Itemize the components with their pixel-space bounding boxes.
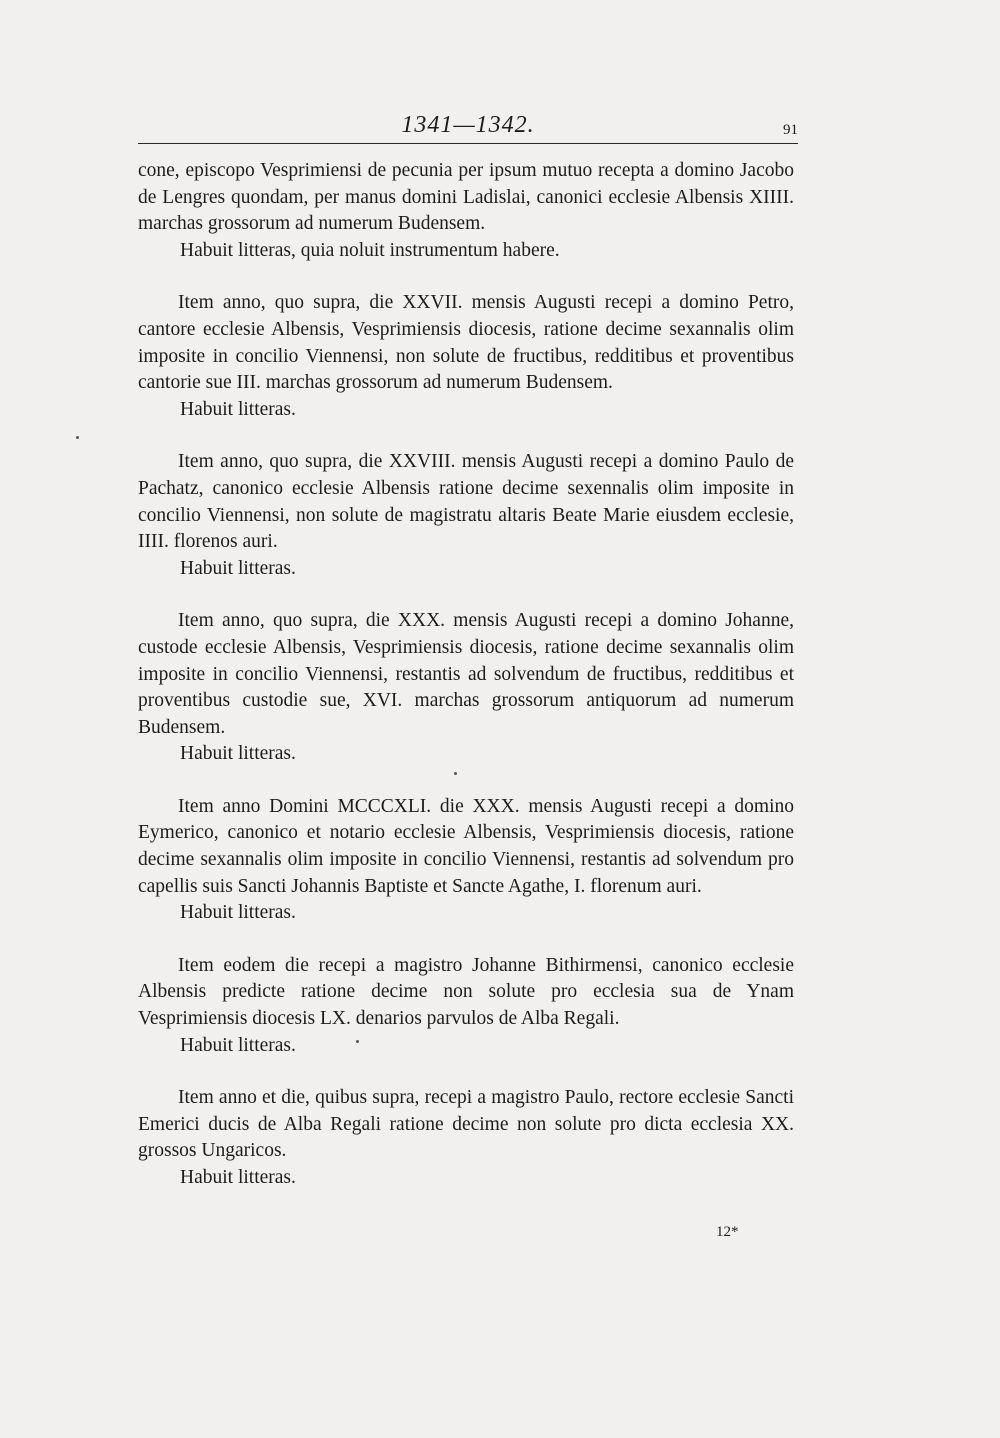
signature-mark: 12* — [716, 1224, 739, 1240]
entry-text: Item anno, quo supra, die XXVIII. mensis Augusti recepi a domino Paulo de Pachatz, canonico ecclesie Albensis ratione decime sexennalis olim imposite in concilio Viennensi, non solute de magistratu altaris Beate Marie eiusdem ecclesie, IIII. florenos auri. — [138, 451, 794, 553]
entry-note: Habuit litteras. — [180, 398, 296, 420]
entry-text: Item eodem die recepi a magistro Johanne Bithirmensi, canonico ecclesie Albensis predicte ratione decime non solute pro ecclesia sua de Ynam Vesprimiensis diocesis LX. denarios parvulos de Alba Regali. — [138, 954, 794, 1030]
divider — [138, 423, 794, 449]
page-number: 91 — [783, 122, 798, 138]
entry-note: Habuit litteras. — [180, 902, 296, 924]
year-range-heading: 1341—1342. — [401, 112, 535, 138]
entry-text: Item anno, quo supra, die XXVII. mensis Augusti recepi a domino Petro, cantore ecclesie Albensis, Vesprimiensis diocesis, ratione decime sexannalis olim imposite in concilio Viennensi, non solute de fructibus, redditibus et proventibus cantorie sue III. marchas grossorum ad numerum Budensem. — [138, 292, 794, 394]
running-header — [138, 112, 798, 146]
divider — [138, 768, 794, 794]
entry-note: Habuit litteras. — [180, 1034, 296, 1056]
entry-note: Habuit litteras. — [180, 743, 296, 765]
paper-speck — [76, 436, 79, 439]
divider — [138, 264, 794, 290]
paper-speck — [454, 772, 457, 775]
entry-text: Item anno et die, quibus supra, recepi a magistro Paulo, rectore ecclesie Sancti Emerici ducis de Alba Regali ratione decime non solute pro dicta ecclesia XX. grossos Ungaricos. — [138, 1087, 794, 1162]
divider — [138, 927, 794, 953]
entry-note: Habuit litteras. — [180, 1167, 296, 1188]
entry-text: Item anno Domini MCCCXLI. die XXX. mensis Augusti recepi a domino Eymerico, canonico et notario ecclesie Albensis, Vesprimiensis diocesis, ratione decime sexannalis olim imposite in concilio Viennensi, restantis ad solvendum pro capellis suis Sancti Johannis Baptiste et Sancte Agathe, I. florenum auri. — [138, 795, 794, 897]
paper-speck — [356, 1040, 359, 1043]
divider — [138, 1059, 794, 1085]
header-rule — [138, 143, 798, 144]
entry-text: cone, episcopo Vesprimiensi de pecunia per ipsum mutuo recepta a domino Jacobo de Lengres quondam, per manus domini Ladislai, canonici ecclesie Albensis XIIII. marchas grossorum ad numerum Budensem. — [138, 160, 794, 235]
entry-note: Habuit litteras. — [180, 557, 296, 579]
page-body — [138, 158, 794, 1192]
divider — [138, 582, 794, 608]
entry-note: Habuit litteras, quia noluit instrumentum habere. — [180, 239, 560, 261]
entry-text: Item anno, quo supra, die XXX. mensis Augusti recepi a domino Johanne, custode ecclesie Albensis, Vesprimiensis diocesis, ratione decime sexannalis olim imposite in concilio Viennensi, restantis ad solvendum de fructibus, redditibus et proventibus custodie sue, XVI. marchas grossorum antiquorum ad numerum Budensem. — [138, 610, 794, 738]
